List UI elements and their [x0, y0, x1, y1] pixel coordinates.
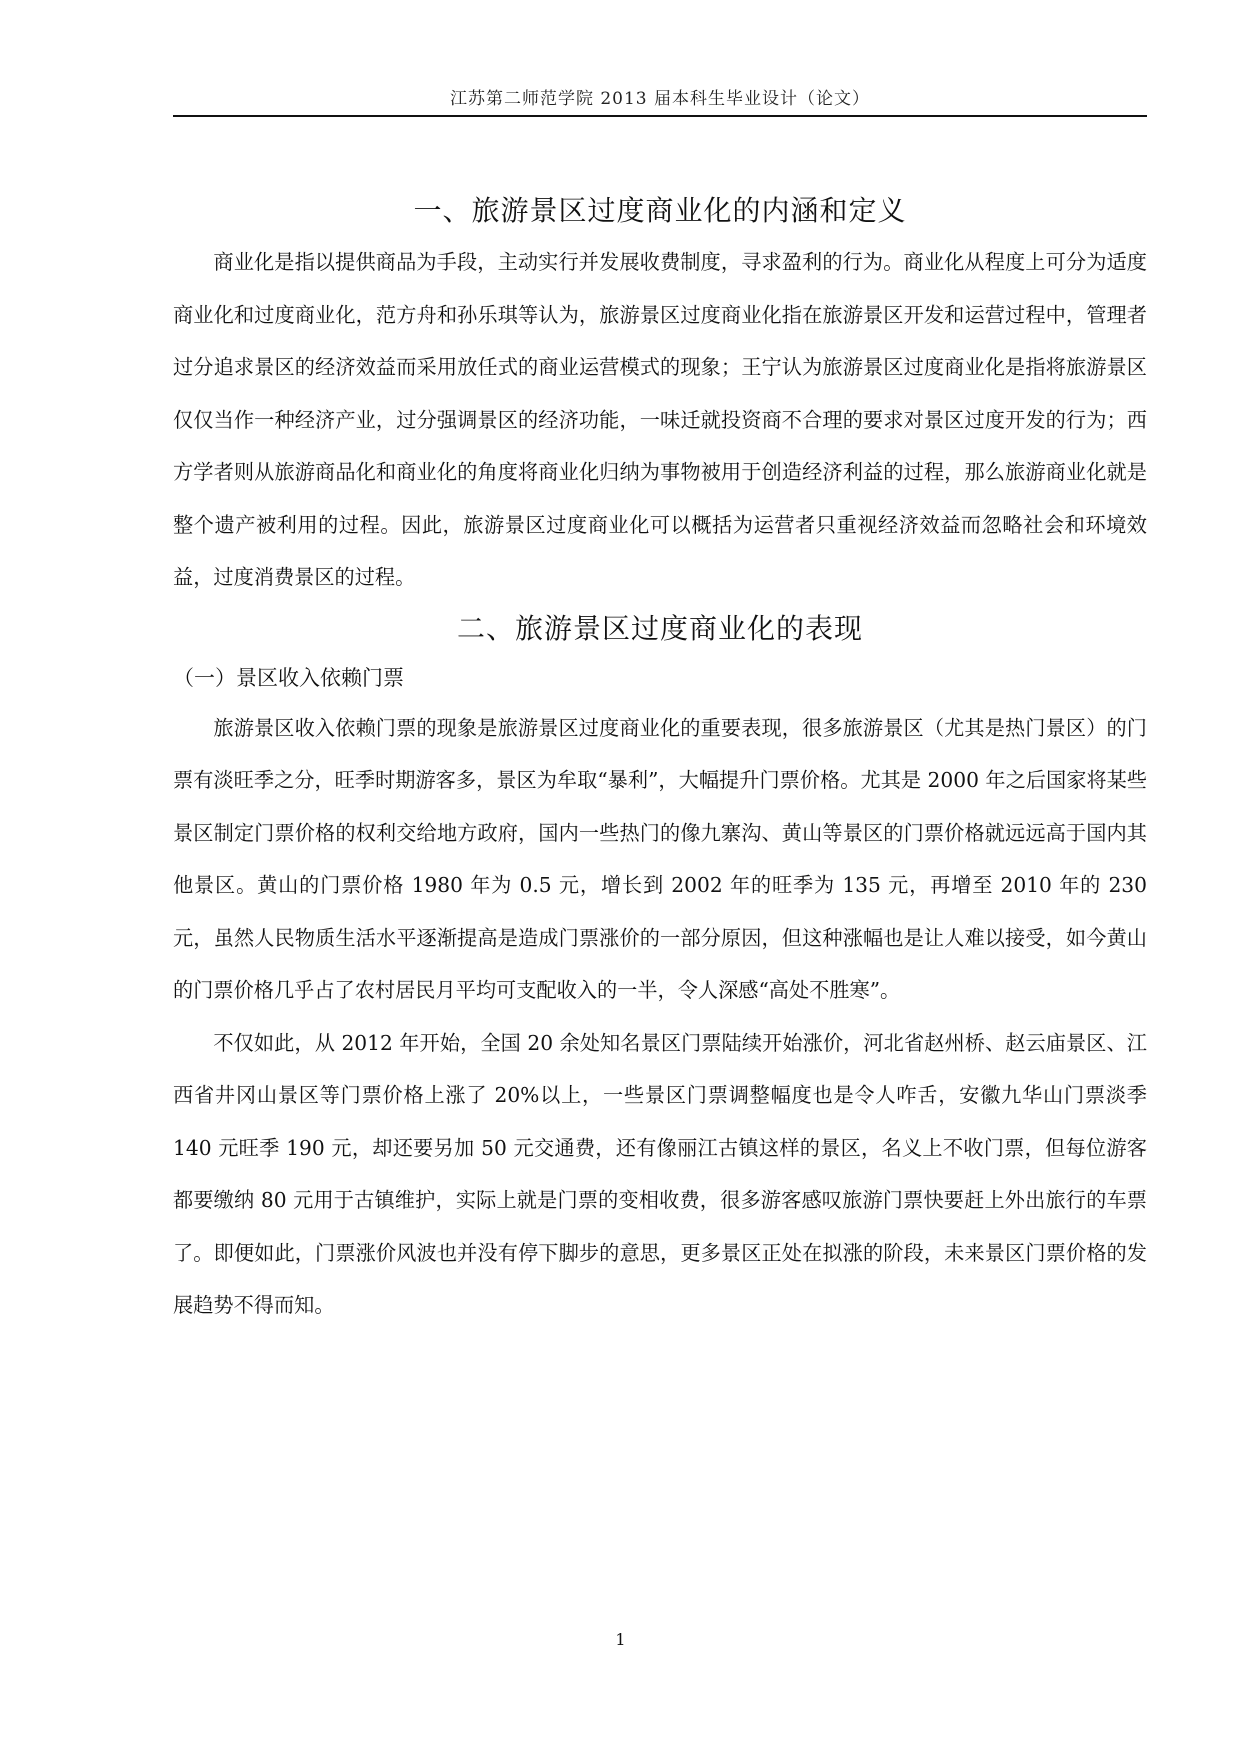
- page-content: [173, 186, 1147, 1332]
- paragraph: 不仅如此，从 2012 年开始，全国 20 余处知名景区门票陆续开始涨价，河北省赵州桥、赵云庙景区、江西省井冈山景区等门票价格上涨了 20%以上，一些景区门票调整幅度也是令人咋舌，安徽九华山门票淡季 140 元旺季 190 元，却还要另加 50 元交通费，还有像丽江古镇这样的景区，名义上不收门票，但每位游客都要缴纳 80 元用于古镇维护，实际上就是门票的变相收费，很多游客感叹旅游门票快要赶上外出旅行的车票了。即便如此，门票涨价风波也并没有停下脚步的意思，更多景区正处在拟涨的阶段，未来景区门票价格的发展趋势不得而知。: [173, 1030, 1147, 1317]
- section-title-2: 二、旅游景区过度商业化的表现: [456, 611, 863, 645]
- paragraph: 旅游景区收入依赖门票的现象是旅游景区过度商业化的重要表现，很多旅游景区（尤其是热门景区）的门票有淡旺季之分，旺季时期游客多，景区为牟取“暴利”，大幅提升门票价格。尤其是 2000 年之后国家将某些景区制定门票价格的权利交给地方政府，国内一些热门的像九寨沟、黄山等景区的门票价格就远远高于国内其他景区。黄山的门票价格 1980 年为 0.5 元，增长到 2002 年的旺季为 135 元，再增至 2010 年的 230 元，虽然人民物质生活水平逐渐提高是造成门票涨价的一部分原因，但这种涨幅也是让人难以接受，如今黄山的门票价格几乎占了农村居民月平均可支配收入的一半，令人深感“高处不胜寒”。: [173, 715, 1147, 1002]
- page-number: 1: [615, 1630, 626, 1649]
- paragraph: 商业化是指以提供商品为手段，主动实行并发展收费制度，寻求盈利的行为。商业化从程度上可分为适度商业化和过度商业化，范方舟和孙乐琪等认为，旅游景区过度商业化指在旅游景区开发和运营过程中，管理者过分追求景区的经济效益而采用放任式的商业运营模式的现象；王宁认为旅游景区过度商业化是指将旅游景区仅仅当作一种经济产业，过分强调景区的经济功能，一味迁就投资商不合理的要求对景区过度开发的行为；西方学者则从旅游商品化和商业化的角度将商业化归纳为事物被用于创造经济利益的过程，那么旅游商业化就是整个遗产被利用的过程。因此，旅游景区过度商业化可以概括为运营者只重视经济效益而忽略社会和环境效益，过度消费景区的过程。: [173, 250, 1147, 589]
- header-rule: [173, 115, 1147, 117]
- running-header: 江苏第二师范学院 2013 届本科生毕业设计（论文）: [449, 89, 871, 109]
- subsection-title: （一）景区收入依赖门票: [173, 665, 404, 690]
- section-title-1: 一、旅游景区过度商业化的内涵和定义: [413, 194, 907, 227]
